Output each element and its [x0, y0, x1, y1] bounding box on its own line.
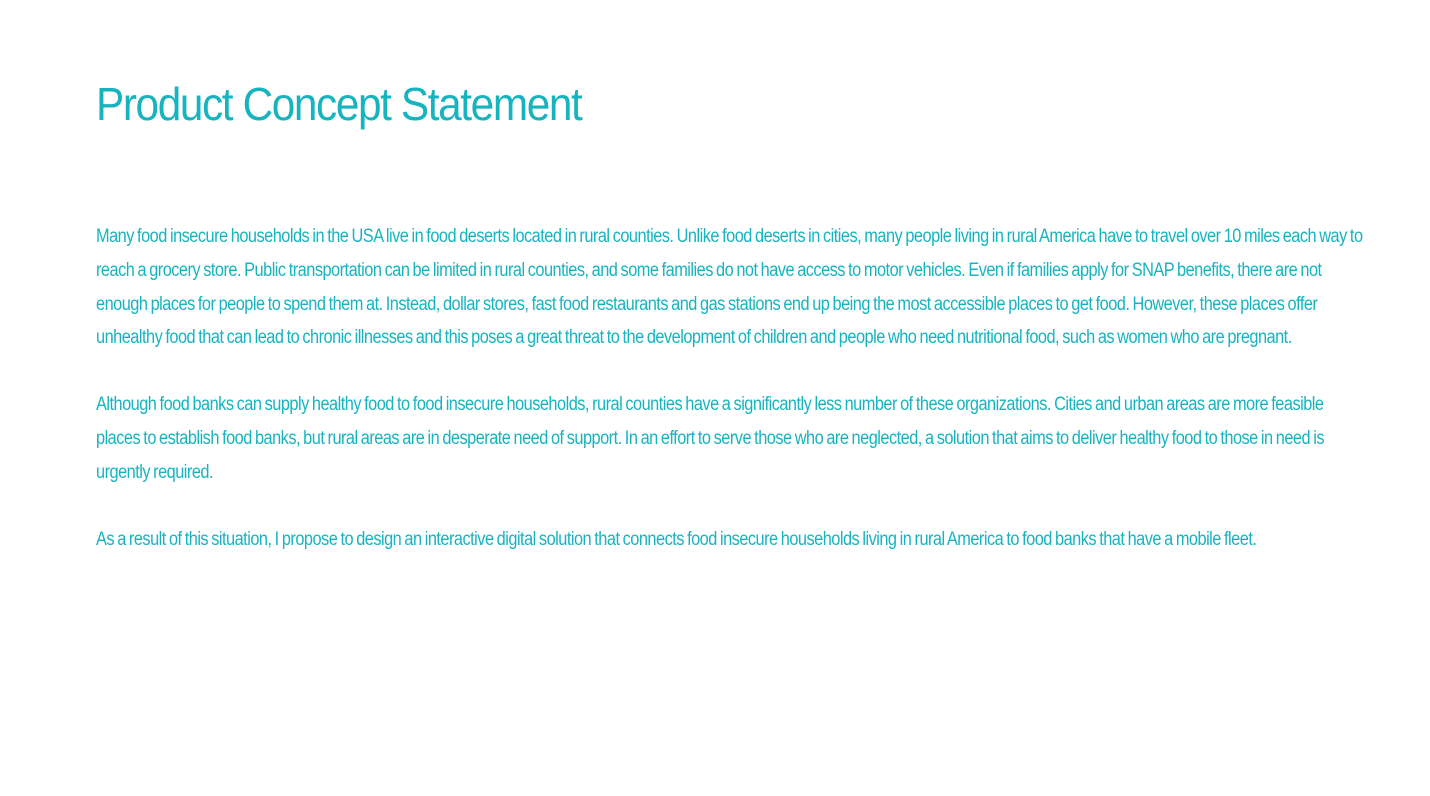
paragraph-food-banks: Although food banks can supply healthy food to food insecure households, rural counties have a significantly less number of these organizations. Cities and urban areas are more feasible places to establish food banks, but rural areas are in desperate need of support. In an effort to serve those who are neglected, a solution that aims to deliver healthy food to those in need is urgently required. [96, 394, 1324, 483]
paragraph-proposal: As a result of this situation, I propose to design an interactive digital solution that connects food insecure households living in rural America to food banks that have a mobile fleet. [96, 528, 1257, 550]
page-title: Product Concept Statement [96, 78, 582, 130]
paragraph-food-deserts: Many food insecure households in the USA live in food deserts located in rural counties. Unlike food deserts in cities, many people living in rural America have to travel over 10 miles each way to reach a grocery store. Public transportation can be limited in rural counties, and some families do not have access to motor vehicles. Even if families apply for SNAP benefits, there are not enough places for people to spend them at. Instead, dollar stores, fast food restaurants and gas stations end up being the most accessible places to get food. However, these places offer unhealthy food that can lead to chronic illnesses and this poses a great threat to the development of children and people who need nutritional food, such as women who are pregnant. [96, 226, 1363, 349]
slide-body [96, 220, 1366, 589]
